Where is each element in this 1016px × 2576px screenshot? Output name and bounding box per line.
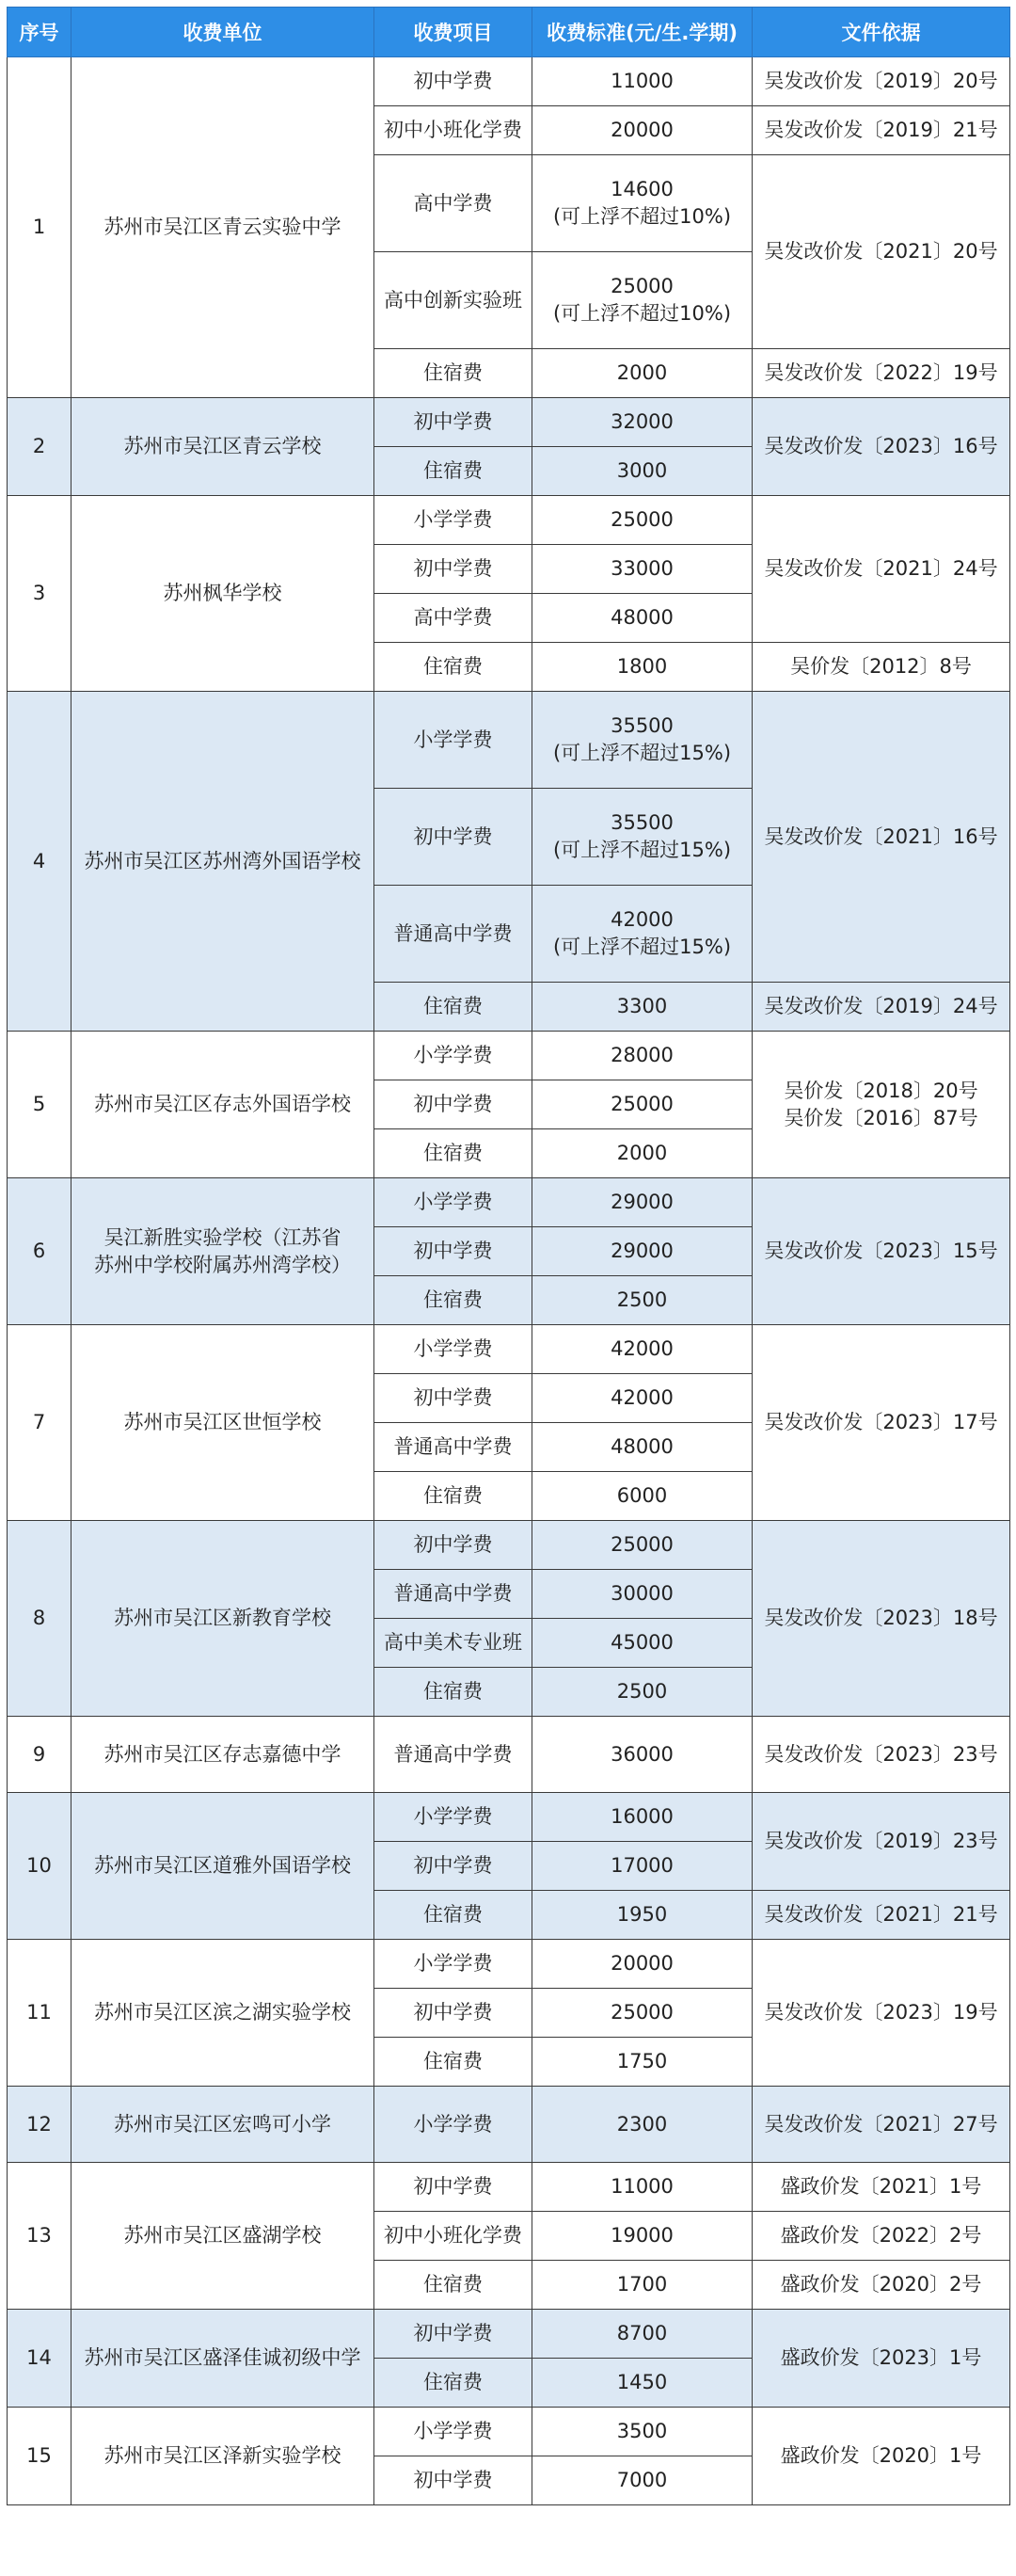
fee-item: 小学学费: [374, 2408, 532, 2456]
fee-amount: 6000: [532, 1472, 753, 1521]
fee-item: 住宿费: [374, 983, 532, 1032]
table-row: [8, 57, 1010, 106]
fee-amount: 25000: [532, 1521, 753, 1570]
fee-amount: 20000: [532, 1940, 753, 1989]
basis-doc: 吴发改价发〔2023〕16号: [753, 398, 1010, 496]
school-name: 苏州枫华学校: [71, 496, 374, 692]
table-row: [8, 1178, 1010, 1227]
school-name: 苏州市吴江区苏州湾外国语学校: [71, 692, 374, 1032]
fee-amount: 30000: [532, 1570, 753, 1619]
fee-item: 初中学费: [374, 1374, 532, 1423]
fee-amount: 42000: [532, 1374, 753, 1423]
fee-item: 小学学费: [374, 1178, 532, 1227]
basis-doc: 盛政价发〔2021〕1号: [753, 2163, 1010, 2212]
basis-doc: 吴发改价发〔2019〕20号: [753, 57, 1010, 106]
basis-doc: 吴发改价发〔2023〕15号: [753, 1178, 1010, 1325]
fee-item: 住宿费: [374, 2359, 532, 2408]
table-row: [8, 398, 1010, 447]
fee-amount: 42000 (可上浮不超过15%): [532, 886, 753, 983]
fee-amount: 11000: [532, 2163, 753, 2212]
fee-item: 住宿费: [374, 2038, 532, 2087]
fee-amount: 48000: [532, 594, 753, 643]
fee-item: 初中学费: [374, 789, 532, 886]
fee-amount: 1950: [532, 1891, 753, 1940]
fee-amount: 3300: [532, 983, 753, 1032]
school-no: 14: [8, 2310, 71, 2408]
school-name: 苏州市吴江区宏鸣可小学: [71, 2087, 374, 2163]
header-school: 收费单位: [71, 8, 374, 57]
fee-amount: 3000: [532, 447, 753, 496]
fee-amount: 48000: [532, 1423, 753, 1472]
basis-doc: 吴发改价发〔2023〕19号: [753, 1940, 1010, 2087]
basis-doc: 吴发改价发〔2021〕20号: [753, 155, 1010, 349]
school-no: 10: [8, 1793, 71, 1940]
fee-item: 高中创新实验班: [374, 252, 532, 349]
fee-note: (可上浮不超过10%): [552, 302, 732, 325]
fee-item: 小学学费: [374, 496, 532, 545]
fee-amount: 3500: [532, 2408, 753, 2456]
fee-item: 初中学费: [374, 398, 532, 447]
fee-item: 住宿费: [374, 2261, 532, 2310]
school-name: 苏州市吴江区道雅外国语学校: [71, 1793, 374, 1940]
fee-item: 住宿费: [374, 447, 532, 496]
fee-amount: 2500: [532, 1276, 753, 1325]
fee-amount: 2500: [532, 1668, 753, 1717]
fee-amount: 17000: [532, 1842, 753, 1891]
fee-table: [7, 7, 1010, 2505]
fee-amount: 11000: [532, 57, 753, 106]
school-no: 7: [8, 1325, 71, 1521]
basis-doc: 盛政价发〔2023〕1号: [753, 2310, 1010, 2408]
fee-item: 初中学费: [374, 2456, 532, 2505]
fee-amount: 36000: [532, 1717, 753, 1793]
school-name: 苏州市吴江区滨之湖实验学校: [71, 1940, 374, 2087]
fee-amount: 25000: [532, 496, 753, 545]
table-row: [8, 2163, 1010, 2212]
basis-doc: 吴发改价发〔2021〕21号: [753, 1891, 1010, 1940]
fee-amount: 2300: [532, 2087, 753, 2163]
fee-amount: 35500 (可上浮不超过15%): [532, 789, 753, 886]
school-name: 苏州市吴江区盛泽佳诚初级中学: [71, 2310, 374, 2408]
fee-amount: 28000: [532, 1032, 753, 1080]
basis-doc: 吴发改价发〔2019〕21号: [753, 106, 1010, 155]
fee-item: 初中小班化学费: [374, 106, 532, 155]
school-name: 苏州市吴江区存志外国语学校: [71, 1032, 374, 1178]
header-fee: 收费标准(元/生.学期): [532, 8, 753, 57]
school-no: 15: [8, 2408, 71, 2505]
fee-item: 住宿费: [374, 1276, 532, 1325]
fee-note: (可上浮不超过15%): [552, 839, 732, 861]
table-row: [8, 1793, 1010, 1842]
fee-item: 小学学费: [374, 1940, 532, 1989]
fee-amount: 1750: [532, 2038, 753, 2087]
fee-item: 小学学费: [374, 2087, 532, 2163]
school-name: 苏州市吴江区泽新实验学校: [71, 2408, 374, 2505]
fee-item: 小学学费: [374, 692, 532, 789]
fee-item: 小学学费: [374, 1793, 532, 1842]
fee-amount: 1800: [532, 643, 753, 692]
school-no: 2: [8, 398, 71, 496]
basis-doc: 吴发改价发〔2022〕19号: [753, 349, 1010, 398]
basis-doc: 吴发改价发〔2023〕18号: [753, 1521, 1010, 1717]
fee-item: 住宿费: [374, 1129, 532, 1178]
basis-doc: 盛政价发〔2020〕2号: [753, 2261, 1010, 2310]
school-no: 12: [8, 2087, 71, 2163]
basis-doc: 吴发改价发〔2023〕23号: [753, 1717, 1010, 1793]
header-no: 序号: [8, 8, 71, 57]
basis-doc: 吴发改价发〔2023〕17号: [753, 1325, 1010, 1521]
table-row: [8, 1325, 1010, 1374]
table-row: [8, 1940, 1010, 1989]
table-row: [8, 692, 1010, 789]
fee-amount: 16000: [532, 1793, 753, 1842]
fee-amount: 2000: [532, 1129, 753, 1178]
fee-item: 小学学费: [374, 1325, 532, 1374]
school-name: 苏州市吴江区盛湖学校: [71, 2163, 374, 2310]
fee-amount: 45000: [532, 1619, 753, 1668]
fee-amount: 1700: [532, 2261, 753, 2310]
fee-amount: 29000: [532, 1178, 753, 1227]
school-no: 11: [8, 1940, 71, 2087]
fee-amount: 25000: [532, 1989, 753, 2038]
basis-doc: 吴发改价发〔2019〕24号: [753, 983, 1010, 1032]
fee-amount: 20000: [532, 106, 753, 155]
school-no: 9: [8, 1717, 71, 1793]
basis-doc: 吴发改价发〔2021〕24号: [753, 496, 1010, 643]
school-no: 1: [8, 57, 71, 398]
basis-doc: 吴发改价发〔2021〕27号: [753, 2087, 1010, 2163]
fee-amount: 8700: [532, 2310, 753, 2359]
school-no: 4: [8, 692, 71, 1032]
header-row: [8, 8, 1010, 57]
fee-amount: 33000: [532, 545, 753, 594]
school-name: 苏州市吴江区世恒学校: [71, 1325, 374, 1521]
fee-amount: 19000: [532, 2212, 753, 2261]
basis-doc: 吴发改价发〔2021〕16号: [753, 692, 1010, 983]
fee-item: 住宿费: [374, 1668, 532, 1717]
fee-item: 初中学费: [374, 1842, 532, 1891]
fee-amount: 25000 (可上浮不超过10%): [532, 252, 753, 349]
fee-item: 小学学费: [374, 1032, 532, 1080]
school-no: 8: [8, 1521, 71, 1717]
fee-item: 初中学费: [374, 1989, 532, 2038]
school-no: 5: [8, 1032, 71, 1178]
school-no: 6: [8, 1178, 71, 1325]
fee-amount: 14600 (可上浮不超过10%): [532, 155, 753, 252]
table-row: [8, 1521, 1010, 1570]
fee-item: 高中学费: [374, 594, 532, 643]
fee-amount: 29000: [532, 1227, 753, 1276]
fee-item: 初中小班化学费: [374, 2212, 532, 2261]
fee-item: 初中学费: [374, 2163, 532, 2212]
fee-item: 普通高中学费: [374, 886, 532, 983]
table-row: [8, 496, 1010, 545]
fee-item: 初中学费: [374, 1521, 532, 1570]
fee-amount: 2000: [532, 349, 753, 398]
school-name: 吴江新胜实验学校（江苏省 苏州中学校附属苏州湾学校）: [71, 1178, 374, 1325]
fee-item: 普通高中学费: [374, 1717, 532, 1793]
fee-note: (可上浮不超过10%): [552, 205, 732, 228]
fee-amount: 42000: [532, 1325, 753, 1374]
school-name: 苏州市吴江区青云学校: [71, 398, 374, 496]
school-name: 苏州市吴江区存志嘉德中学: [71, 1717, 374, 1793]
fee-item: 住宿费: [374, 1472, 532, 1521]
header-item: 收费项目: [374, 8, 532, 57]
school-no: 13: [8, 2163, 71, 2310]
fee-item: 住宿费: [374, 1891, 532, 1940]
fee-item: 住宿费: [374, 643, 532, 692]
fee-amount: 32000: [532, 398, 753, 447]
fee-item: 初中学费: [374, 57, 532, 106]
fee-item: 高中美术专业班: [374, 1619, 532, 1668]
fee-item: 高中学费: [374, 155, 532, 252]
table-row: [8, 2310, 1010, 2359]
fee-note: (可上浮不超过15%): [552, 742, 732, 764]
fee-item: 住宿费: [374, 349, 532, 398]
header-basis: 文件依据: [753, 8, 1010, 57]
basis-doc: 吴发改价发〔2019〕23号: [753, 1793, 1010, 1891]
table-row: [8, 1717, 1010, 1793]
table-row: [8, 2408, 1010, 2456]
basis-doc: 吴价发〔2012〕8号: [753, 643, 1010, 692]
fee-item: 初中学费: [374, 2310, 532, 2359]
table-row: [8, 2087, 1010, 2163]
fee-item: 普通高中学费: [374, 1570, 532, 1619]
fee-amount: 25000: [532, 1080, 753, 1129]
fee-amount: 1450: [532, 2359, 753, 2408]
basis-doc: 吴价发〔2018〕20号 吴价发〔2016〕87号: [753, 1032, 1010, 1178]
fee-item: 初中学费: [374, 1080, 532, 1129]
school-no: 3: [8, 496, 71, 692]
fee-amount: 35500 (可上浮不超过15%): [532, 692, 753, 789]
fee-note: (可上浮不超过15%): [552, 936, 732, 958]
school-name: 苏州市吴江区新教育学校: [71, 1521, 374, 1717]
basis-doc: 盛政价发〔2020〕1号: [753, 2408, 1010, 2505]
fee-item: 普通高中学费: [374, 1423, 532, 1472]
fee-item: 初中学费: [374, 545, 532, 594]
fee-amount: 7000: [532, 2456, 753, 2505]
basis-doc: 盛政价发〔2022〕2号: [753, 2212, 1010, 2261]
school-name: 苏州市吴江区青云实验中学: [71, 57, 374, 398]
fee-item: 初中学费: [374, 1227, 532, 1276]
table-row: [8, 1032, 1010, 1080]
